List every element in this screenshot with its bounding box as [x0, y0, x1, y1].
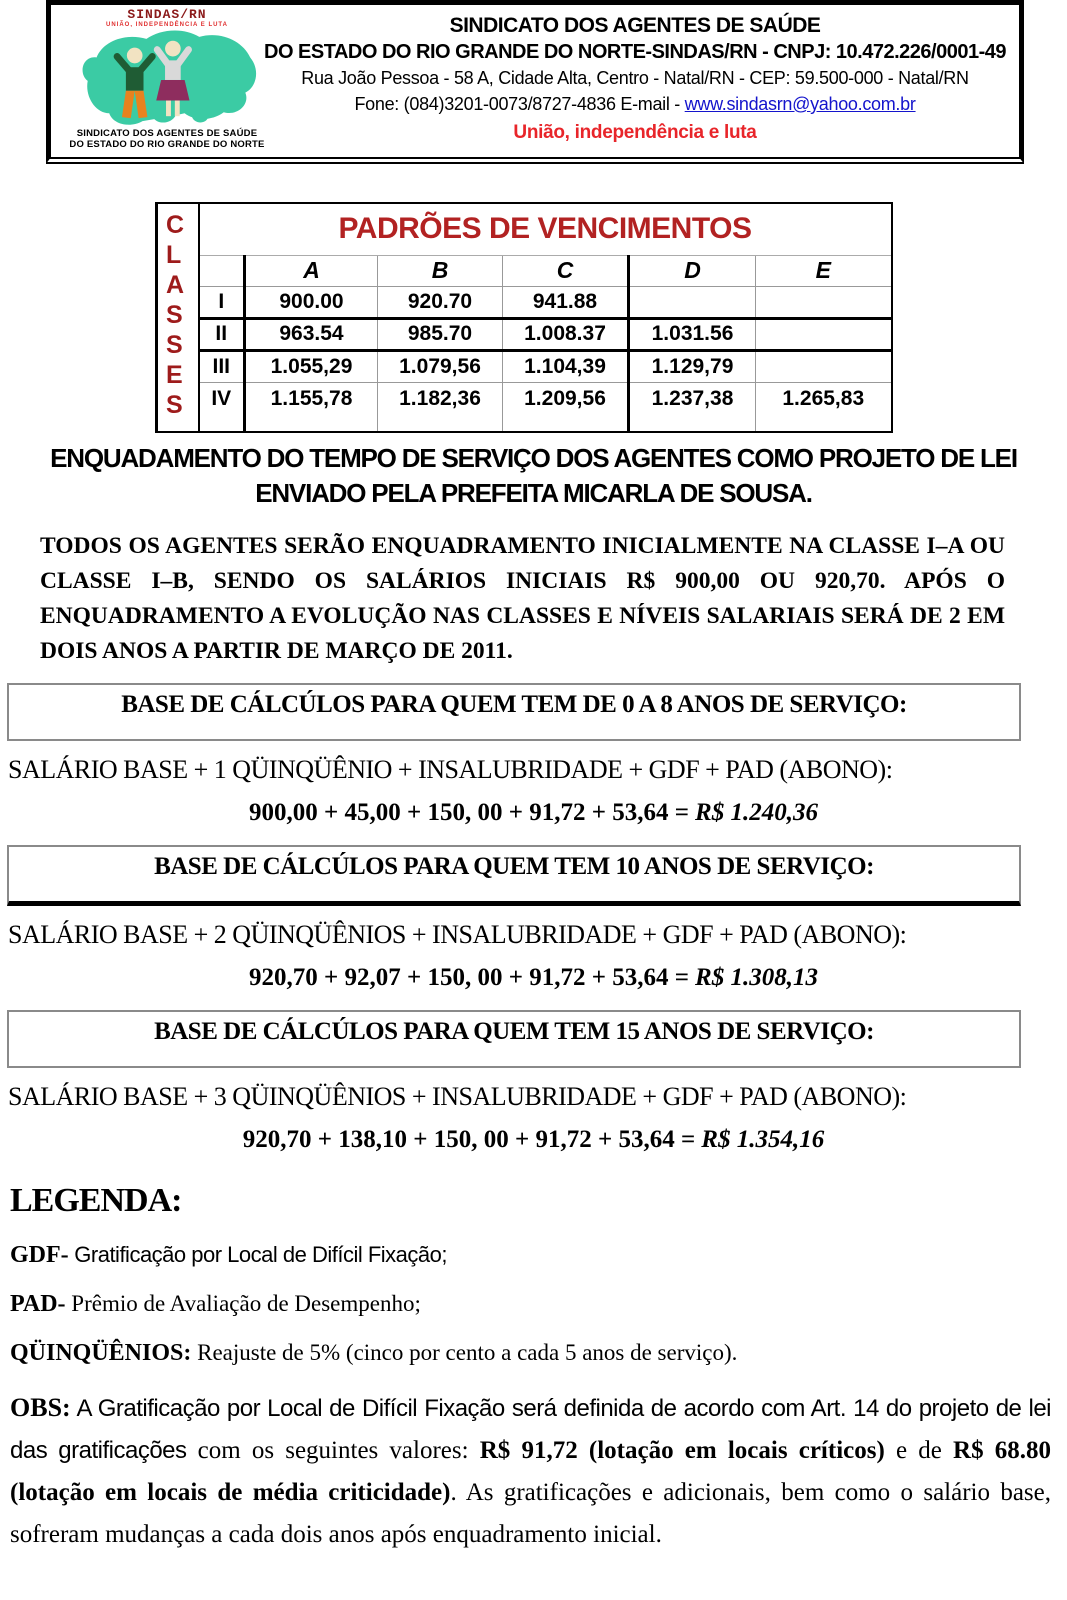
calc-result: R$ 1.308,13 — [695, 964, 818, 991]
salary-cell: 1.129,79 — [629, 350, 756, 382]
table-row — [157, 350, 892, 382]
column-header-c: C — [503, 255, 629, 286]
obs-text: . As gratificações e adicionais, bem como o salário base, sofreram mudanças a cada dois anos após enquadramento inicial. — [10, 1479, 1051, 1548]
calc-result: R$ 1.240,36 — [695, 799, 818, 826]
salary-cell: 1.055,29 — [245, 350, 378, 382]
salary-cell: 1.182,36 — [378, 382, 503, 432]
legend-item-pad — [10, 1291, 1067, 1318]
union-letterhead — [46, 0, 1024, 164]
salary-cell: 1.237,38 — [629, 382, 756, 432]
salary-cell — [756, 286, 892, 318]
email-link[interactable]: www.sindasrn@yahoo.com.br — [684, 94, 916, 114]
obs-text: e de — [884, 1437, 954, 1464]
obs-text: com os seguintes valores: — [197, 1437, 480, 1464]
column-header-a: A — [245, 255, 378, 286]
classes-side-label: CLASSES — [157, 203, 199, 432]
calc-result-line — [0, 964, 1067, 992]
salary-cell: 1.079,56 — [378, 350, 503, 382]
salary-cell: 1.104,39 — [503, 350, 629, 382]
logo-caption-line2: DO ESTADO DO RIO GRANDE DO NORTE — [69, 139, 265, 150]
salary-cell: 1.155,78 — [245, 382, 378, 432]
table-row — [157, 318, 892, 350]
salary-cell: 963.54 — [245, 318, 378, 350]
logo-caption-line1: SINDICATO DOS AGENTES DE SAÚDE — [76, 128, 258, 139]
legend-definition: Prêmio de Avaliação de Desempenho; — [65, 1291, 421, 1316]
salary-cell: 900.00 — [245, 286, 378, 318]
salary-cell: 1.031.56 — [629, 318, 756, 350]
obs-text-sans: A Gratificação por Local de Difícil Fixação será definida de acordo com Art. 14 do projeto de lei das gratificações — [10, 1395, 1051, 1464]
union-name-line1: SINDICATO DOS AGENTES DE SAÚDE — [449, 14, 821, 37]
calc-box-15-anos: BASE DE CÁLCÚLOS PARA QUEM TEM 15 ANOS DE SERVIÇO: — [7, 1010, 1021, 1068]
calc-result: R$ 1.354,16 — [701, 1126, 825, 1153]
rn-state-map-icon — [74, 28, 260, 128]
obs-label: OBS: — [10, 1393, 71, 1422]
salary-cell — [629, 286, 756, 318]
enquadramento-heading: ENQUADAMENTO DO TEMPO DE SERVIÇO DOS AGENTES COMO PROJETO DE LEI ENVIADO PELA PREFEITA MICARLA DE SOUSA. — [50, 443, 1017, 508]
legend-item-quinquenios — [10, 1340, 1067, 1367]
calc-box-10-anos: BASE DE CÁLCÚLOS PARA QUEM TEM 10 ANOS DE SERVIÇO: — [7, 845, 1021, 906]
table-row — [157, 382, 892, 432]
salary-cell: 985.70 — [378, 318, 503, 350]
obs-value-media-criticidade: R$ 68.80 (lotação em locais de média criticidade) — [10, 1437, 1052, 1506]
salary-cell: 1.209,56 — [503, 382, 629, 432]
calc-result-line — [0, 1126, 1067, 1154]
legend-item-gdf — [10, 1242, 1067, 1269]
salary-cell: 941.88 — [503, 286, 629, 318]
table-title-row — [157, 203, 892, 255]
obs-value-criticos: R$ 91,72 (lotação em locais críticos) — [479, 1437, 885, 1464]
union-name-line2: DO ESTADO DO RIO GRANDE DO NORTE-SINDAS/RN - CNPJ: 10.472.226/0001-49 — [264, 41, 1006, 63]
salary-table — [155, 202, 893, 433]
union-address: Rua João Pessoa - 58 A, Cidade Alta, Centro - Natal/RN - CEP: 59.500-000 - Natal/RN — [301, 68, 969, 88]
calc-formula-15-anos: SALÁRIO BASE + 3 QÜINQÜÊNIOS + INSALUBRIDADE + GDF + PAD (ABONO): — [8, 1082, 907, 1111]
legend-definition: Reajuste de 5% (cinco por cento a cada 5 anos de serviço). — [191, 1340, 738, 1365]
salary-cell — [756, 318, 892, 350]
union-contact — [251, 91, 1019, 117]
salary-cell: 1.265,83 — [782, 386, 865, 410]
row-label: III — [199, 350, 245, 382]
legend-definition: Gratificação por Local de Difícil Fixação; — [68, 1242, 447, 1267]
column-header-e: E — [756, 255, 892, 286]
table-row — [157, 286, 892, 318]
corner-cell — [199, 255, 245, 286]
column-header-d: D — [629, 255, 756, 286]
table-header-row — [157, 255, 892, 286]
calc-expression: 920,70 + 92,07 + 150, 00 + 91,72 + 53,64 = — [249, 964, 690, 991]
row-label: I — [199, 286, 245, 318]
logo-acronym: SINDAS/RN — [127, 7, 207, 22]
calc-result-line — [0, 799, 1067, 827]
logo-motto-small: UNIÃO, INDEPENDÊNCIA E LUTA — [105, 22, 228, 28]
calc-box-0-8-anos: BASE DE CÁLCÚLOS PARA QUEM TEM DE 0 A 8 ANOS DE SERVIÇO: — [7, 683, 1021, 741]
column-header-b: B — [378, 255, 503, 286]
phone-numbers: Fone: (084)3201-0073/8727-4836 E-mail - — [354, 94, 685, 114]
table-title: PADRÕES DE VENCIMENTOS — [199, 203, 892, 255]
calc-expression: 900,00 + 45,00 + 150, 00 + 91,72 + 53,64 = — [249, 799, 690, 826]
calc-formula-0-8-anos: SALÁRIO BASE + 1 QÜINQÜÊNIO + INSALUBRIDADE + GDF + PAD (ABONO): — [8, 755, 893, 784]
union-logo — [63, 7, 271, 150]
obs-paragraph — [10, 1387, 1051, 1556]
legend-term: PAD- — [10, 1291, 66, 1317]
salary-cell — [756, 350, 892, 382]
enquadramento-paragraph: TODOS OS AGENTES SERÃO ENQUADRAMENTO INICIALMENTE NA CLASSE I–A OU CLASSE I–B, SENDO OS SALÁRIOS INICIAIS R$ 900,00 OU 920,70. APÓS O ENQUADRAMENTO A EVOLUÇÃO NAS CLASSES E NÍVEIS SALARIAIS SERÁ DE 2 EM DOIS ANOS A PARTIR DE MARÇO DE 2011. — [40, 533, 1005, 664]
calc-expression: 920,70 + 138,10 + 150, 00 + 91,72 + 53,64 = — [242, 1126, 696, 1153]
row-label: IV — [199, 382, 245, 432]
salary-table-section — [155, 202, 1067, 433]
row-label: II — [199, 318, 245, 350]
letterhead-text — [251, 5, 1019, 144]
salary-cell: 920.70 — [378, 286, 503, 318]
legend-title: LEGENDA: — [10, 1182, 182, 1219]
salary-cell: 1.008.37 — [503, 318, 629, 350]
union-motto: União, independência e luta — [513, 122, 757, 143]
legend-term: QÜINQÜÊNIOS: — [10, 1340, 192, 1366]
calc-formula-10-anos: SALÁRIO BASE + 2 QÜINQÜÊNIOS + INSALUBRIDADE + GDF + PAD (ABONO): — [8, 920, 907, 949]
legend-term: GDF- — [10, 1242, 69, 1268]
